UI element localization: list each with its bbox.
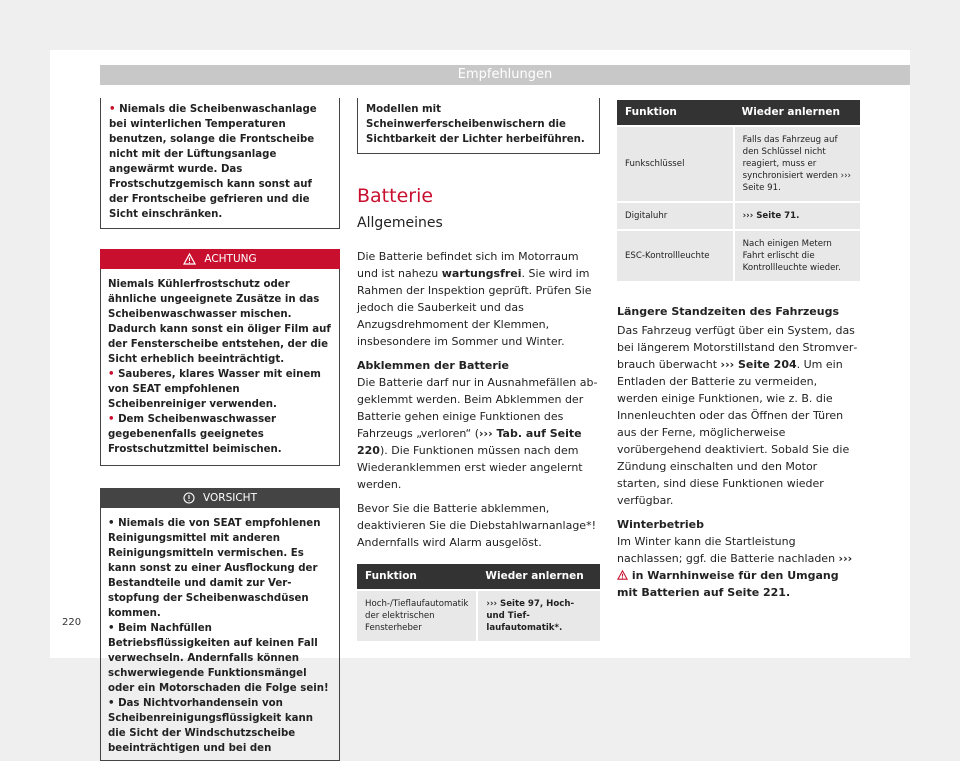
function-table — [617, 100, 860, 281]
warning-title: ACHTUNG — [204, 253, 257, 265]
caution-header — [100, 488, 340, 508]
page — [50, 50, 910, 754]
bullet-icon: • — [108, 414, 119, 425]
page-link[interactable]: ››› Seite 204 — [720, 358, 797, 371]
paragraph: Die Batterie darf nur in Ausnahmefällen abgeklemmt werden. Beim Abklemmen der Batterie gehen einige Funktionen des Fahrzeugs „verloren“ (››› Tab. auf Seite 220). Die Funktionen müssen nach dem Wiederanklemmen erst wieder angelernt werden. — [357, 376, 598, 491]
table-header-row — [617, 100, 860, 126]
bullet-icon: • — [108, 623, 119, 634]
table-row — [357, 590, 600, 641]
subheading: Winterbetrieb — [617, 518, 705, 531]
paragraph: Das Fahrzeug verfügt über ein System, das bei längerem Motorstillstand den Stromverbrauch überwacht ››› Seite 204. Um ein Entladen der Batterie zu vermeiden, werden einige Funktionen, wie z. B. die Innenleuchten oder das Öffnen der Türen aus der Ferne, möglicherweise vorübergehend deaktiviert. Sobald Sie die Zündung einschalten und den Motor starten, sind diese Funktionen wieder verfügbar. — [617, 324, 858, 507]
function-table — [357, 564, 600, 641]
bullet-icon: • — [108, 369, 119, 380]
column-right — [617, 100, 860, 608]
caution-bullet: • Das Nichtvorhandensein von Scheibenreinigungsflüssigkeit kann die Sicht der Windschutzscheibe beeinträchtigen und bei den — [108, 698, 313, 754]
table-header-row — [357, 564, 600, 590]
table-header: Wieder anlernen — [477, 564, 600, 590]
warning-triangle-icon — [617, 570, 628, 580]
table-cell: Funkschlüssel — [617, 126, 734, 202]
table-cell: ››› Seite 97, Hoch- und Tieflaufautomatik*. — [477, 590, 600, 641]
table-cell: Hoch-/Tieflaufautomatik der elektrischen Fensterheber — [357, 590, 477, 641]
bullet-icon: • — [108, 518, 119, 529]
column-middle — [357, 98, 600, 641]
section-subtitle: Allgemeines — [357, 215, 443, 231]
warning-box — [100, 249, 340, 466]
warning-header — [100, 249, 340, 269]
warning-triangle-icon — [183, 253, 196, 265]
table-cell: ESC-Kontrollleuchte — [617, 230, 734, 281]
bullet-icon: • — [108, 698, 119, 709]
table-cell: Nach einigen Metern Fahrt erlischt die Kontrollleuchte wieder. — [734, 230, 860, 281]
table-row — [617, 230, 860, 281]
section-title: Batterie — [357, 185, 434, 207]
bullet-icon: • — [109, 104, 116, 115]
column-left — [100, 98, 340, 761]
caution-bullet: • Beim Nachfüllen Betriebsflüssigkeiten auf keinen Fall verwechseln. Andernfalls können schwerwiegende Funktionsmängel oder ein Motorschaden die Folge sein! — [108, 623, 329, 694]
page-link-arrow[interactable]: ››› — [838, 552, 853, 565]
table-row — [617, 202, 860, 230]
warning-text: Niemals Kühlerfrostschutz oder ähnliche ungeeignete Zusätze in das Scheibenwaschwasser mischen. Dadurch kann sonst ein öliger Film auf der Fensterscheibe entstehen, der die Sicht erheblich beeinträchtigt. — [108, 279, 331, 365]
caution-bullet: • Niemals die von SEAT empfohlenen Reinigungsmittel mit anderen Reinigungsmitteln vermischen. Es kann sonst zu einer Ausflockung der Bestandteile und damit zur Verstopfung der Scheibenwaschdüsen kommen. — [108, 518, 321, 619]
table-cell: Falls das Fahrzeug auf den Schlüssel nicht reagiert, muss er synchronisiert werden ››› Seite 91. — [734, 126, 860, 202]
paragraph: Bevor Sie die Batterie abklemmen, deaktivieren Sie die Diebstahlwarnanlage*! Andernfalls wird Alarm ausgelöst. — [357, 502, 596, 549]
table-header: Wieder anlernen — [734, 100, 860, 126]
page-number: 220 — [62, 617, 82, 628]
continued-box-text: Niemals die Scheibenwaschanlage bei winterlichen Temperaturen benutzen, solange die Frontscheibe nicht mit der Lüftungsanlage angewärmt wurde. Das Frostschutzgemisch kann sonst auf der Frontscheibe gefrieren und die Sicht einschränken. — [109, 104, 317, 220]
continued-caution-box: Modellen mit Scheinwerferscheibenwischern die Sichtbarkeit der Lichter herbeiführen. — [357, 98, 600, 154]
warning-bullet: • Dem Scheibenwaschwasser gegebenenfalls geeignetes Frostschutzmittel beimischen. — [108, 414, 282, 455]
paragraph: Die Batterie befindet sich im Motorraum und ist nahezu wartungsfrei. Sie wird im Rahmen der Inspektion geprüft. Prüfen Sie jedoch die Sauberkeit und das Anzugsdrehmoment der Klemmen, insbesondere im Sommer und Winter. — [357, 250, 592, 348]
table-cell: ››› Seite 71. — [734, 202, 860, 230]
table-header: Funktion — [617, 100, 734, 126]
subheading: Abklemmen der Batterie — [357, 359, 510, 372]
caution-box — [100, 488, 340, 761]
table-cell: Digitaluhr — [617, 202, 734, 230]
table-row — [617, 126, 860, 202]
warning-body — [100, 269, 340, 466]
subheading: Längere Standzeiten des Fahrzeugs — [617, 305, 840, 318]
caution-title: VORSICHT — [203, 492, 257, 504]
caution-body — [100, 508, 340, 761]
paragraph: Im Winter kann die Startleistung nachlassen; ggf. die Batterie nachladen ››› in Warnhinweise für den Umgang mit Batterien auf Seite 221. — [617, 535, 853, 599]
warning-bullet: • Sauberes, klares Wasser mit einem von SEAT empfohlenen Scheibenreiniger verwenden. — [108, 369, 321, 410]
continued-box — [100, 98, 340, 229]
caution-circle-icon — [183, 492, 195, 504]
page-link[interactable]: ››› Tab. auf Seite 220 — [357, 427, 582, 457]
page-header: Empfehlungen — [100, 65, 910, 85]
table-header: Funktion — [357, 564, 477, 590]
